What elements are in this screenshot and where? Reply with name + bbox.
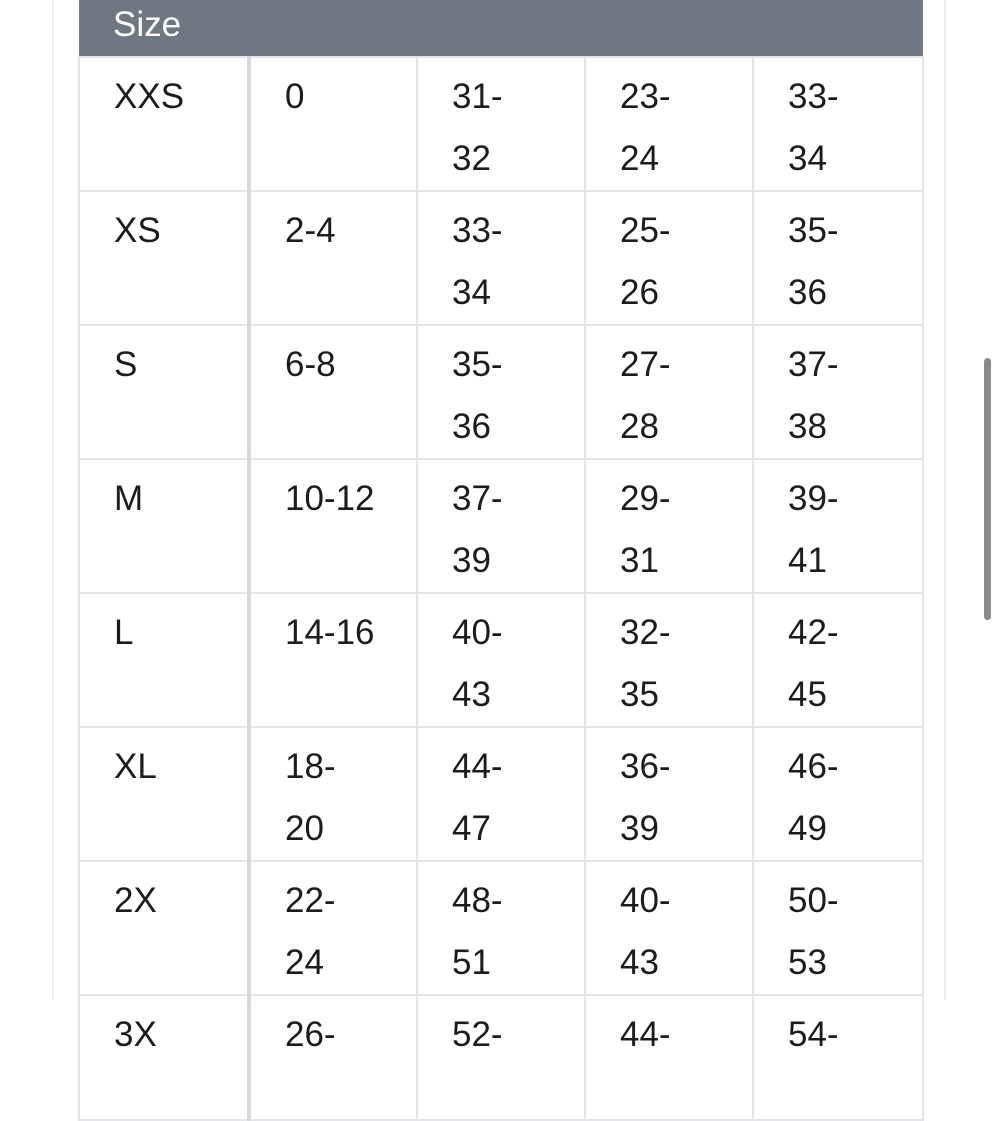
size-chart-body <box>79 57 923 1120</box>
measurement-value: 10-12 <box>285 479 375 518</box>
measurement-cell <box>753 57 923 191</box>
measurement-value: 6-8 <box>285 345 336 384</box>
measurement-value: 26- <box>285 1015 336 1054</box>
measurement-value: 33- 34 <box>788 77 839 178</box>
measurement-value: 35- 36 <box>452 345 503 446</box>
measurement-value: 36- 39 <box>620 747 671 848</box>
table-row <box>79 459 923 593</box>
measurement-cell <box>753 325 923 459</box>
size-label: 3X <box>114 1015 157 1054</box>
measurement-cell <box>585 325 753 459</box>
measurement-value: 22- 24 <box>285 881 336 982</box>
measurement-cell <box>585 727 753 861</box>
header-cell-5 <box>753 0 923 57</box>
measurement-cell <box>417 459 585 593</box>
measurement-cell <box>753 727 923 861</box>
table-row <box>79 191 923 325</box>
measurement-cell <box>585 459 753 593</box>
size-label: L <box>114 613 134 652</box>
header-cell-3 <box>417 0 585 57</box>
measurement-value: 44- 47 <box>452 747 503 848</box>
size-label: XXS <box>114 77 185 116</box>
table-row <box>79 57 923 191</box>
measurement-cell <box>249 325 417 459</box>
table-row <box>79 593 923 727</box>
measurement-value: 50- 53 <box>788 881 839 982</box>
measurement-cell <box>249 57 417 191</box>
measurement-value: 44- <box>620 1015 671 1054</box>
measurement-value: 18- 20 <box>285 747 336 848</box>
size-label-cell <box>79 861 249 995</box>
measurement-cell <box>249 727 417 861</box>
size-label-cell <box>79 459 249 593</box>
table-row <box>79 861 923 995</box>
measurement-value: 40- 43 <box>452 613 503 714</box>
size-chart-container <box>78 0 922 1054</box>
measurement-cell <box>753 593 923 727</box>
page-edge-right <box>944 0 946 1000</box>
measurement-cell <box>585 995 753 1120</box>
measurement-cell <box>753 191 923 325</box>
size-label-cell <box>79 593 249 727</box>
measurement-value: 25- 26 <box>620 211 671 312</box>
measurement-cell <box>417 995 585 1120</box>
size-label-cell <box>79 727 249 861</box>
measurement-value: 0 <box>285 77 305 116</box>
size-label-cell <box>79 325 249 459</box>
size-label: XS <box>114 211 161 250</box>
size-label-cell <box>79 995 249 1120</box>
header-label: Size <box>113 5 182 44</box>
header-cell-2 <box>249 0 417 57</box>
size-chart-header <box>79 0 923 57</box>
measurement-cell <box>585 593 753 727</box>
measurement-cell <box>249 995 417 1120</box>
measurement-value: 35- 36 <box>788 211 839 312</box>
header-cell-4 <box>585 0 753 57</box>
measurement-value: 54- <box>788 1015 839 1054</box>
measurement-cell <box>417 57 585 191</box>
header-row <box>79 0 923 57</box>
measurement-cell <box>753 861 923 995</box>
measurement-value: 14-16 <box>285 613 375 652</box>
measurement-value: 46- 49 <box>788 747 839 848</box>
measurement-value: 37- 39 <box>452 479 503 580</box>
measurement-cell <box>753 459 923 593</box>
header-cell-size <box>79 0 249 57</box>
measurement-value: 42- 45 <box>788 613 839 714</box>
size-label: S <box>114 345 138 384</box>
measurement-cell <box>249 191 417 325</box>
measurement-value: 48- 51 <box>452 881 503 982</box>
size-label: 2X <box>114 881 157 920</box>
measurement-value: 2-4 <box>285 211 336 250</box>
measurement-value: 52- <box>452 1015 503 1054</box>
measurement-cell <box>249 459 417 593</box>
measurement-cell <box>585 861 753 995</box>
measurement-value: 37- 38 <box>788 345 839 446</box>
table-row <box>79 727 923 861</box>
size-label-cell <box>79 191 249 325</box>
measurement-value: 23- 24 <box>620 77 671 178</box>
table-row <box>79 325 923 459</box>
size-label-cell <box>79 57 249 191</box>
table-row <box>79 995 923 1120</box>
measurement-cell <box>585 191 753 325</box>
measurement-value: 40- 43 <box>620 881 671 982</box>
page-edge-left <box>52 0 54 1000</box>
measurement-cell <box>753 995 923 1120</box>
measurement-cell <box>417 727 585 861</box>
size-label: M <box>114 479 144 518</box>
measurement-value: 33- 34 <box>452 211 503 312</box>
measurement-value: 27- 28 <box>620 345 671 446</box>
size-label: XL <box>114 747 157 786</box>
vertical-scrollbar[interactable] <box>984 358 991 620</box>
measurement-cell <box>249 593 417 727</box>
measurement-value: 31- 32 <box>452 77 503 178</box>
measurement-value: 39- 41 <box>788 479 839 580</box>
measurement-cell <box>417 593 585 727</box>
measurement-cell <box>417 325 585 459</box>
measurement-cell <box>417 191 585 325</box>
measurement-value: 29- 31 <box>620 479 671 580</box>
measurement-cell <box>417 861 585 995</box>
measurement-value: 32- 35 <box>620 613 671 714</box>
size-chart-table <box>78 0 924 1121</box>
measurement-cell <box>249 861 417 995</box>
measurement-cell <box>585 57 753 191</box>
